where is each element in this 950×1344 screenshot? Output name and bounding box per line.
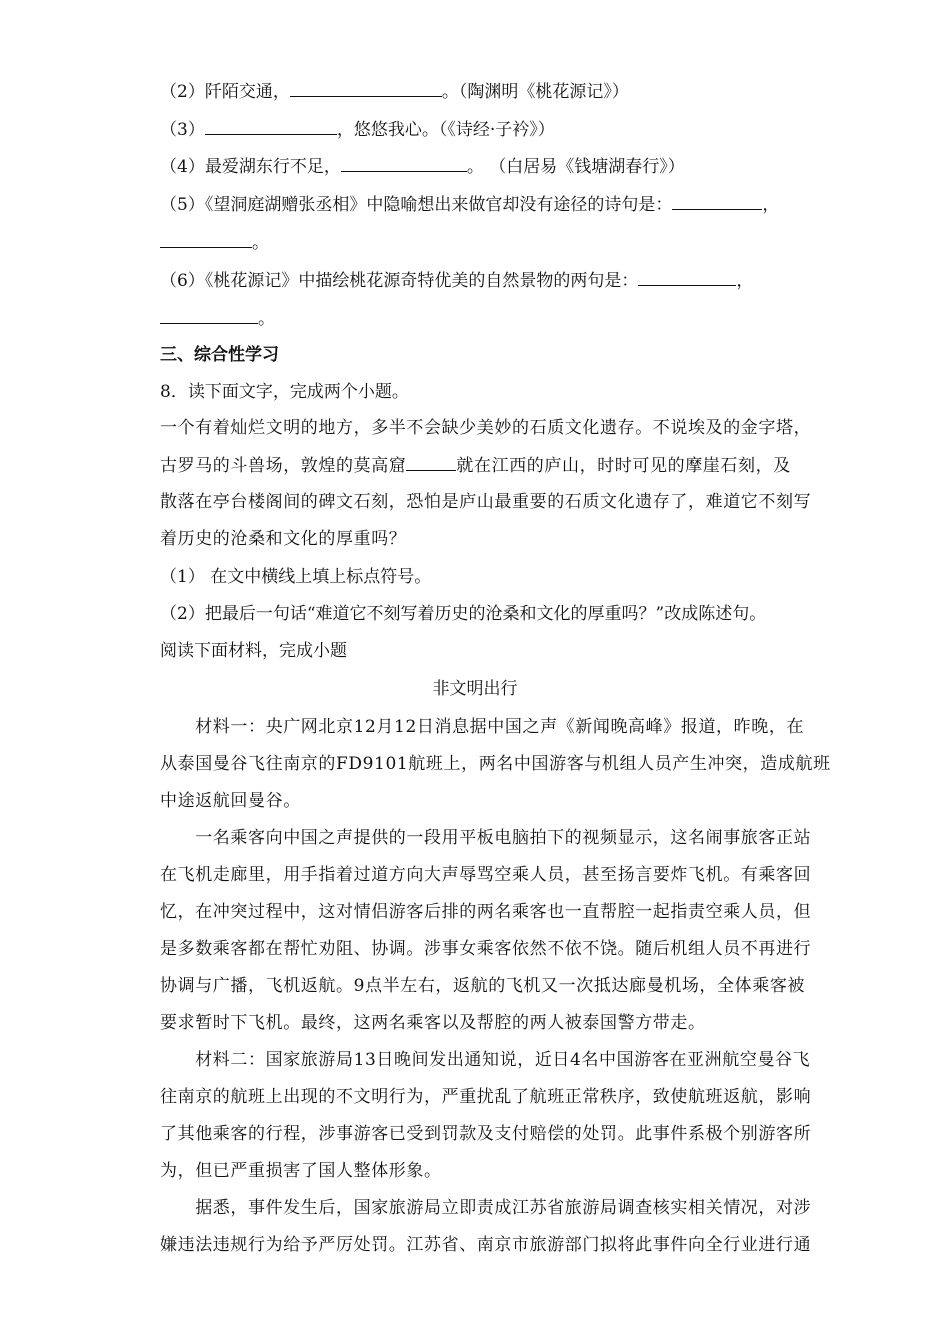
q8-passage-line-3: 散落在亭台楼阁间的碑文石刻，恐怕是庐山最重要的石质文化遗存了，难道它不刻写 [160, 492, 812, 512]
answer-blank[interactable] [672, 193, 762, 210]
q7-item-6-prefix: （6）《桃花源记》中描绘桃花源奇特优美的自然景物的两句是： [160, 271, 639, 291]
article-line: 协调与广播，飞机返航。9点半左右，返航的飞机又一次抵达廊曼机场，全体乘客被 [160, 976, 806, 996]
q7-item-5-end: 。 [252, 233, 269, 253]
punctuation-blank[interactable] [406, 454, 456, 471]
q7-item-2-prefix: （2）阡陌交通， [160, 82, 290, 102]
q7-item-6-end: 。 [258, 309, 275, 329]
q7-item-6-comma: ， [736, 271, 754, 291]
q7-item-6 [160, 269, 753, 292]
q8-passage-line-1: 一个有着灿烂文明的地方，多半不会缺少美妙的石质文化遗存。不说埃及的金字塔， [160, 418, 812, 438]
q7-item-5 [160, 193, 779, 216]
reading-intro: 阅读下面材料，完成小题 [160, 641, 347, 661]
answer-blank[interactable] [160, 231, 252, 248]
article-line: 是多数乘客都在帮忙劝阻、协调。涉事女乘客依然不依不饶。随后机组人员不再进行 [160, 939, 812, 959]
q8-passage-line-2-prefix: 古罗马的斗兽场，敦煌的莫高窟 [160, 456, 407, 476]
q7-item-4 [160, 155, 685, 178]
answer-blank[interactable] [290, 80, 442, 97]
article-line: 据悉，事件发生后，国家旅游局立即责成江苏省旅游局调查核实相关情况，对涉 [160, 1198, 812, 1218]
article-line: 在飞机走廊里，用手指着过道方向大声辱骂空乘人员，甚至扬言要炸飞机。有乘客回 [160, 865, 812, 885]
q8-passage-line-2-suffix: 就在江西的庐山，时时可见的摩崖石刻，及 [456, 456, 791, 476]
article-line: 往南京的航班上出现的不文明行为，严重扰乱了航班正常秩序，致使航班返航，影响 [160, 1087, 812, 1107]
q7-item-5-prefix: （5）《望洞庭湖赠张丞相》中隐喻想出来做官却没有途径的诗句是： [160, 195, 673, 215]
q7-item-4-suffix: 。 （白居易《钱塘湖春行》） [466, 157, 685, 177]
article-line: 为，但已严重损害了国人整体形象。 [160, 1161, 442, 1181]
q7-item-2-suffix: 。（陶渊明《桃花源记》） [441, 82, 629, 102]
q7-item-5-cont [160, 231, 269, 254]
article-line: 从泰国曼谷飞往南京的FD9101航班上，两名中国游客与机组人员产生冲突，造成航班 [160, 754, 831, 774]
q7-item-3-prefix: （3） [160, 120, 205, 140]
q8-sub-2: （2）把最后一句话“难道它不刻写着历史的沧桑和文化的厚重吗？”改成陈述句。 [160, 604, 767, 624]
q7-item-6-cont [160, 307, 275, 330]
answer-blank[interactable] [638, 269, 736, 286]
answer-blank[interactable] [341, 155, 467, 172]
q7-item-3 [160, 118, 555, 141]
article-line: 要求暂时下飞机。最终，这两名乘客以及帮腔的两人被泰国警方带走。 [160, 1013, 706, 1033]
q7-item-2 [160, 80, 629, 103]
article-line: 忆，在冲突过程中，这对情侣游客后排的两名乘客也一直帮腔一起指责空乘人员，但 [160, 902, 812, 922]
q8-passage-line-4: 着历史的沧桑和文化的厚重吗？ [160, 529, 407, 549]
section-heading: 三、综合性学习 [160, 345, 279, 365]
article-title: 非文明出行 [432, 679, 518, 699]
q7-item-5-comma: ， [762, 195, 780, 215]
article-line: 材料二：国家旅游局13日晚间发出通知说，近日4名中国游客在亚洲航空曼谷飞 [160, 1050, 811, 1070]
article-line: 一名乘客向中国之声提供的一段用平板电脑拍下的视频显示，这名闹事旅客正站 [160, 828, 812, 848]
article-line: 中途返航回曼谷。 [160, 791, 301, 811]
q7-item-4-prefix: （4）最爱湖东行不足， [160, 157, 341, 177]
article-line: 嫌违法违规行为给予严厉处罚。江苏省、南京市旅游部门拟将此事件向全行业进行通 [160, 1235, 812, 1255]
q8-stem: 8．读下面文字，完成两个小题。 [160, 382, 409, 402]
article-line: 材料一：央广网北京12月12日消息据中国之声《新闻晚高峰》报道，昨晚，在 [160, 717, 805, 737]
answer-blank[interactable] [160, 307, 258, 324]
q7-item-3-suffix: ，悠悠我心。（《诗经·子衿》） [336, 120, 555, 140]
answer-blank[interactable] [205, 118, 337, 135]
article-line: 了其他乘客的行程，涉事游客已受到罚款及支付赔偿的处罚。此事件系极个别游客所 [160, 1124, 812, 1144]
q8-passage-line-2 [160, 454, 791, 477]
q8-sub-1: （1） 在文中横线上填上标点符号。 [160, 567, 432, 587]
